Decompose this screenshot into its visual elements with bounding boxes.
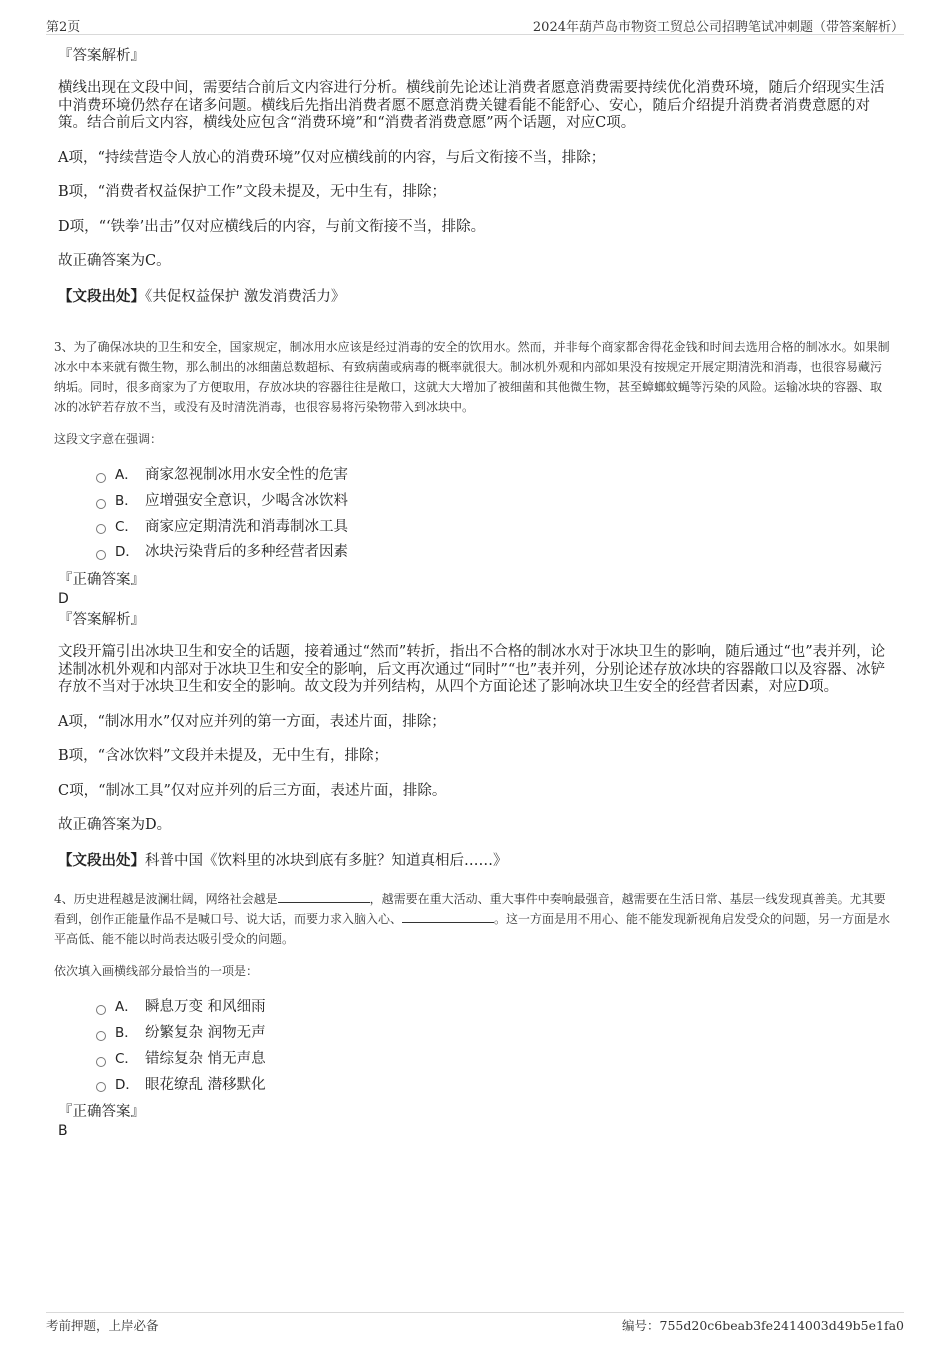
radio-icon[interactable] xyxy=(96,1031,106,1041)
radio-icon[interactable] xyxy=(96,524,106,534)
source-text: 《共促权益保护 激发消费活力》 xyxy=(145,288,346,305)
source-text: 科普中国《饮料里的冰块到底有多脏？知道真相后……》 xyxy=(145,852,508,869)
option-c-explanation: C项，“制冰工具”仅对应并列的后三方面，表述片面，排除。 xyxy=(58,782,447,799)
option-d[interactable]: D． 眼花缭乱 潜移默化 xyxy=(96,1073,893,1099)
option-d-explanation: D项，“‘铁拳’出击”仅对应横线后的内容，与前文衔接不当，排除。 xyxy=(58,218,486,235)
analysis-text: 横线出现在文段中间，需要结合前后文内容进行分析。横线前先论述让消费者愿意消费需要持续优化消费环境，随后介绍现实生活中消费环境仍然存在诸多问题。横线后先指出消费者愿不愿意消费关键看能不能舒心、安心，随后介绍提升消费者消费意愿的对策。结合前后文内容，横线处应包含“消费环境”和“消费者消费意愿”两个话题，对应C项。 xyxy=(58,80,885,131)
correct-answer: B xyxy=(58,1123,68,1140)
correct-answer-label: 『正确答案』 xyxy=(58,1104,145,1121)
page-footer xyxy=(46,1312,904,1335)
document-id: 编号：755d20c6beab3fe2414003d49b5e1fa0 xyxy=(622,1318,904,1333)
source xyxy=(58,288,893,307)
option-b[interactable]: B． 应增强安全意识，少喝含冰饮料 xyxy=(96,489,893,515)
question-4-stem: 4、历史进程越是波澜壮阔，网络社会越是 ，越需要在重大活动、重大事件中奏响最强音，越需要在生活日常、基层一线发现真善美。尤其要看到，创作正能量作品不是喊口号、说大话，而要力求入脑入心、 。这一方面是用不用心、能不能发现新视角启发受众的问题，另一方面是水平高低、能不能以时尚表达吸引受众的问题。 xyxy=(54,892,891,947)
source-label: 【文段出处】 xyxy=(58,287,145,305)
radio-icon[interactable] xyxy=(96,473,106,483)
option-a-explanation: A项，“制冰用水”仅对应并列的第一方面，表述片面，排除； xyxy=(58,713,446,730)
option-b-explanation: B项，“含冰饮料”文段并未提及，无中生有，排除； xyxy=(58,748,388,765)
radio-icon[interactable] xyxy=(96,550,106,560)
option-b-explanation: B项，“消费者权益保护工作”文段未提及，无中生有，排除； xyxy=(58,184,446,200)
option-a[interactable]: A． 商家忽视制冰用水安全性的危害 xyxy=(96,463,893,489)
radio-icon[interactable] xyxy=(96,499,106,509)
radio-icon[interactable] xyxy=(96,1082,106,1092)
question-4-options xyxy=(58,995,893,1098)
answer-blank-1 xyxy=(278,892,370,903)
source-label: 【文段出处】 xyxy=(58,851,145,869)
question-4-prompt: 依次填入画横线部分最恰当的一项是： xyxy=(54,964,259,979)
source xyxy=(58,852,893,871)
footer-slogan: 考前押题，上岸必备 xyxy=(46,1318,159,1333)
page-number: 第2页 xyxy=(46,20,81,35)
option-b[interactable]: B． 纷繁复杂 润物无声 xyxy=(96,1021,893,1047)
question-3-stem: 3、为了确保冰块的卫生和安全，国家规定，制冰用水应该是经过消毒的安全的饮用水。然而，并非每个商家都舍得花金钱和时间去选用合格的制冰水。如果制冰水中本来就有微生物，那么制出的冰细菌总数超标、有致病菌或病毒的概率就很大。制冰机外观和内部如果没有按规定开展定期清洗和消毒，也很容易藏污纳垢。同时，很多商家为了方便取用，存放冰块的容器往往是敞口，这就大大增加了被细菌和其他微生物，甚至蟑螂蚊蝇等污染的风险。运输冰块的容器、取冰的冰铲若存放不当，或没有及时清洗消毒，也很容易将污染物带入到冰块中。 xyxy=(54,340,890,414)
answer-blank-2 xyxy=(402,912,494,923)
document-body xyxy=(54,46,893,1140)
page-header xyxy=(46,14,904,35)
correct-answer-label: 『正确答案』 xyxy=(58,572,145,589)
option-d[interactable]: D． 冰块污染背后的多种经营者因素 xyxy=(96,540,893,566)
question-3-options xyxy=(58,463,893,566)
option-c[interactable]: C． 商家应定期清洗和消毒制冰工具 xyxy=(96,515,893,541)
analysis-text: 文段开篇引出冰块卫生和安全的话题，接着通过“然而”转折，指出不合格的制冰水对于冰块卫生的影响，随后通过“也”表并列，论述制冰机外观和内部对于冰块卫生和安全的影响，后文再次通过“同时”“也”表并列，分别论述存放冰块的容器敞口以及容器、冰铲存放不当对于冰块卫生和安全的影响。故文段为并列结构，从四个方面论述了影响冰块卫生安全的经营者因素，对应D项。 xyxy=(58,644,886,696)
option-a-explanation: A项，“持续营造令人放心的消费环境”仅对应横线前的内容，与后文衔接不当，排除； xyxy=(58,149,606,166)
option-a[interactable]: A． 瞬息万变 和风细雨 xyxy=(96,995,893,1021)
radio-icon[interactable] xyxy=(96,1057,106,1067)
radio-icon[interactable] xyxy=(96,1005,106,1015)
option-c[interactable]: C． 错综复杂 悄无声息 xyxy=(96,1047,893,1073)
conclusion: 故正确答案为C。 xyxy=(58,253,171,269)
question-3-prompt: 这段文字意在强调： xyxy=(54,432,163,446)
correct-answer: D xyxy=(58,591,69,608)
document-title: 2024年葫芦岛市物资工贸总公司招聘笔试冲刺题（带答案解析） xyxy=(532,20,904,35)
analysis-label: 『答案解析』 xyxy=(58,48,145,64)
conclusion: 故正确答案为D。 xyxy=(58,817,172,834)
analysis-label: 『答案解析』 xyxy=(58,612,145,629)
